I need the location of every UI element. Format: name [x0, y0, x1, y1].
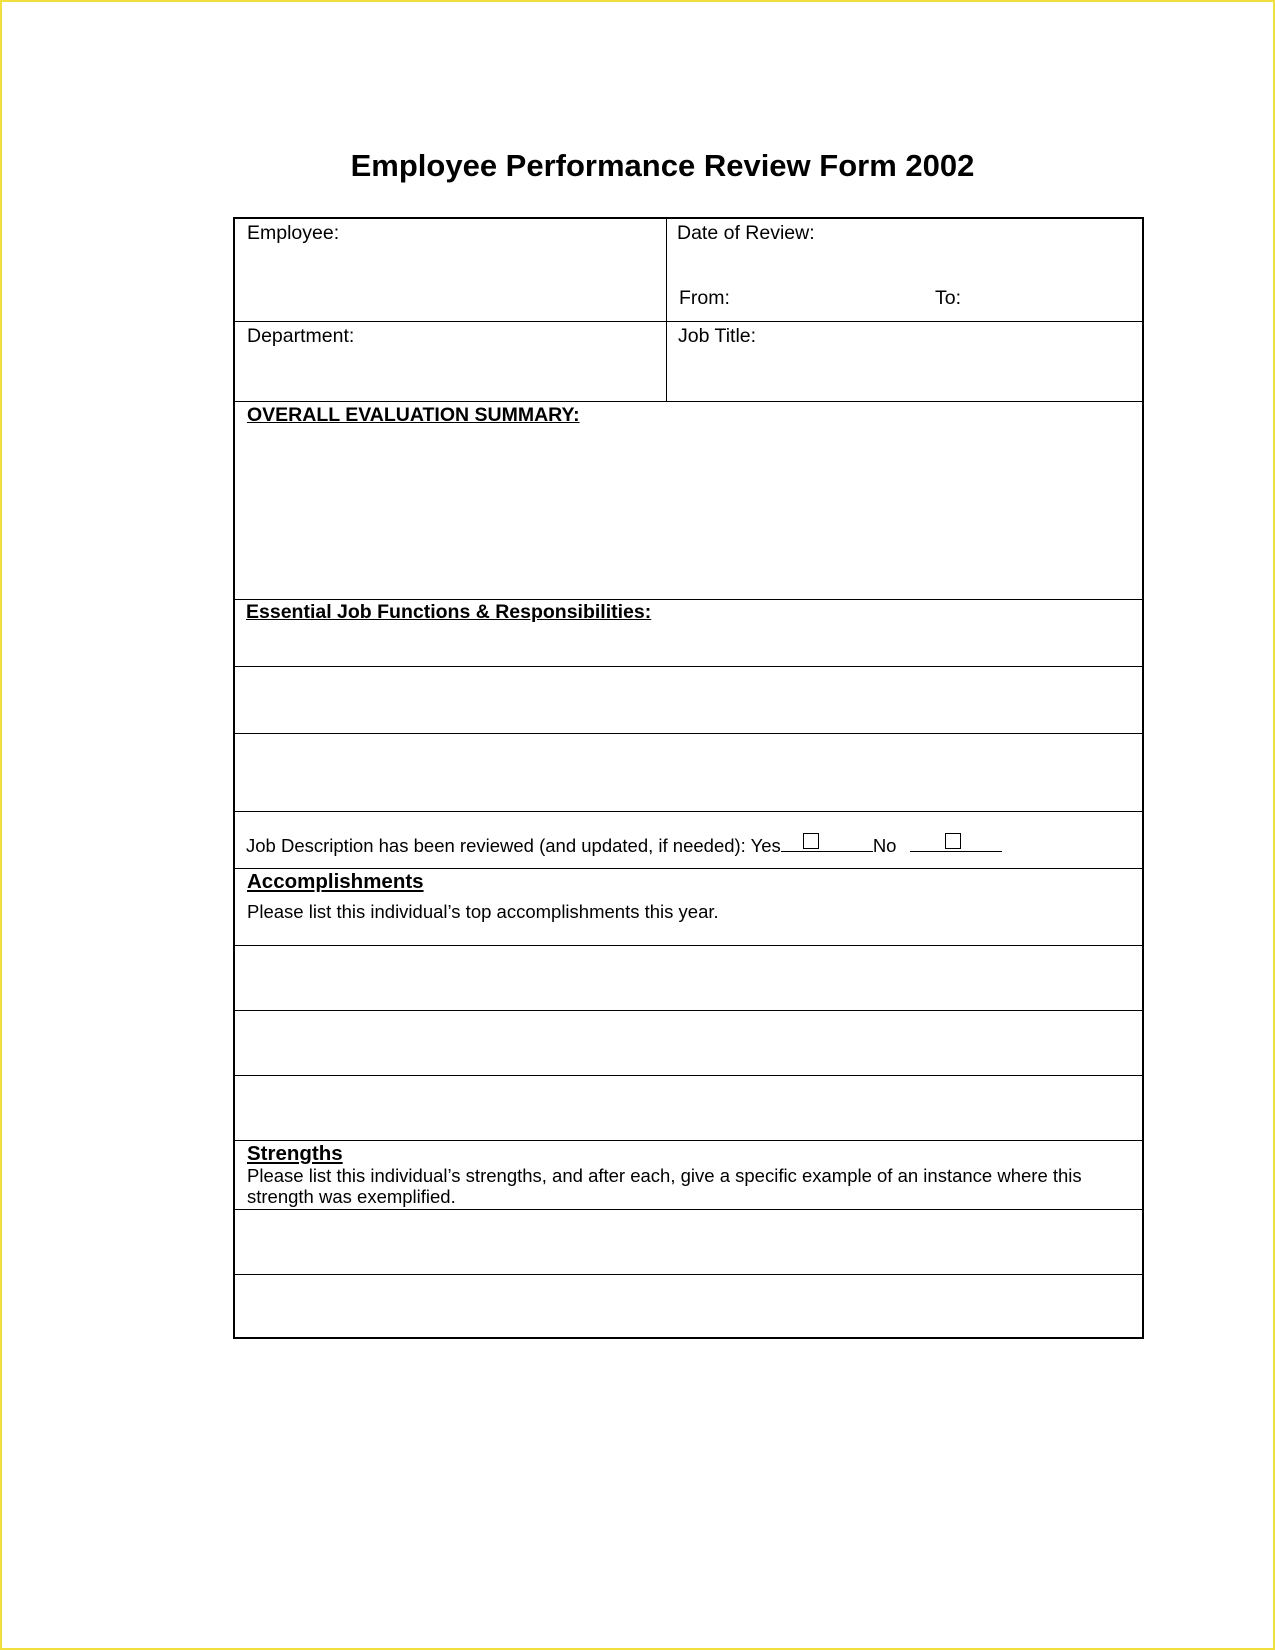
job-description-reviewed-row	[246, 833, 1002, 857]
row-divider	[235, 599, 1142, 600]
overall-summary-heading: OVERALL EVALUATION SUMMARY:	[247, 404, 580, 426]
column-divider	[666, 219, 667, 401]
to-label: To:	[935, 287, 962, 309]
row-divider	[235, 1274, 1142, 1275]
date-of-review-label: Date of Review:	[677, 222, 815, 244]
strengths-heading: Strengths	[247, 1142, 343, 1165]
yes-checkbox[interactable]	[803, 833, 819, 849]
row-divider	[235, 868, 1142, 869]
row-divider	[235, 666, 1142, 667]
essential-functions-heading: Essential Job Functions & Responsibilities:	[246, 601, 652, 623]
page-title: Employee Performance Review Form 2002	[350, 148, 975, 183]
no-checkbox[interactable]	[945, 833, 961, 849]
accomplishments-heading: Accomplishments	[247, 870, 424, 893]
row-divider	[235, 1010, 1142, 1011]
row-divider	[235, 945, 1142, 946]
strengths-instructions: Please list this individual’s strengths, and after each, give a specific example of an instance where this strength was exemplified.	[247, 1165, 1082, 1207]
accomplishments-instructions: Please list this individual’s top accomplishments this year.	[247, 901, 719, 922]
job-title-label: Job Title:	[678, 325, 757, 347]
from-label: From:	[679, 287, 730, 309]
no-label: No	[872, 835, 897, 856]
review-form	[233, 217, 1144, 1339]
row-divider	[235, 1140, 1142, 1141]
employee-label: Employee:	[247, 222, 340, 244]
yes-blank	[781, 833, 873, 852]
no-blank	[910, 833, 1002, 852]
row-divider	[235, 321, 1142, 322]
department-label: Department:	[247, 325, 355, 347]
row-divider	[235, 1075, 1142, 1076]
row-divider	[235, 1209, 1142, 1210]
row-divider	[235, 401, 1142, 402]
row-divider	[235, 733, 1142, 734]
row-divider	[235, 811, 1142, 812]
job-description-question: Job Description has been reviewed (and updated, if needed): Yes	[246, 835, 781, 856]
